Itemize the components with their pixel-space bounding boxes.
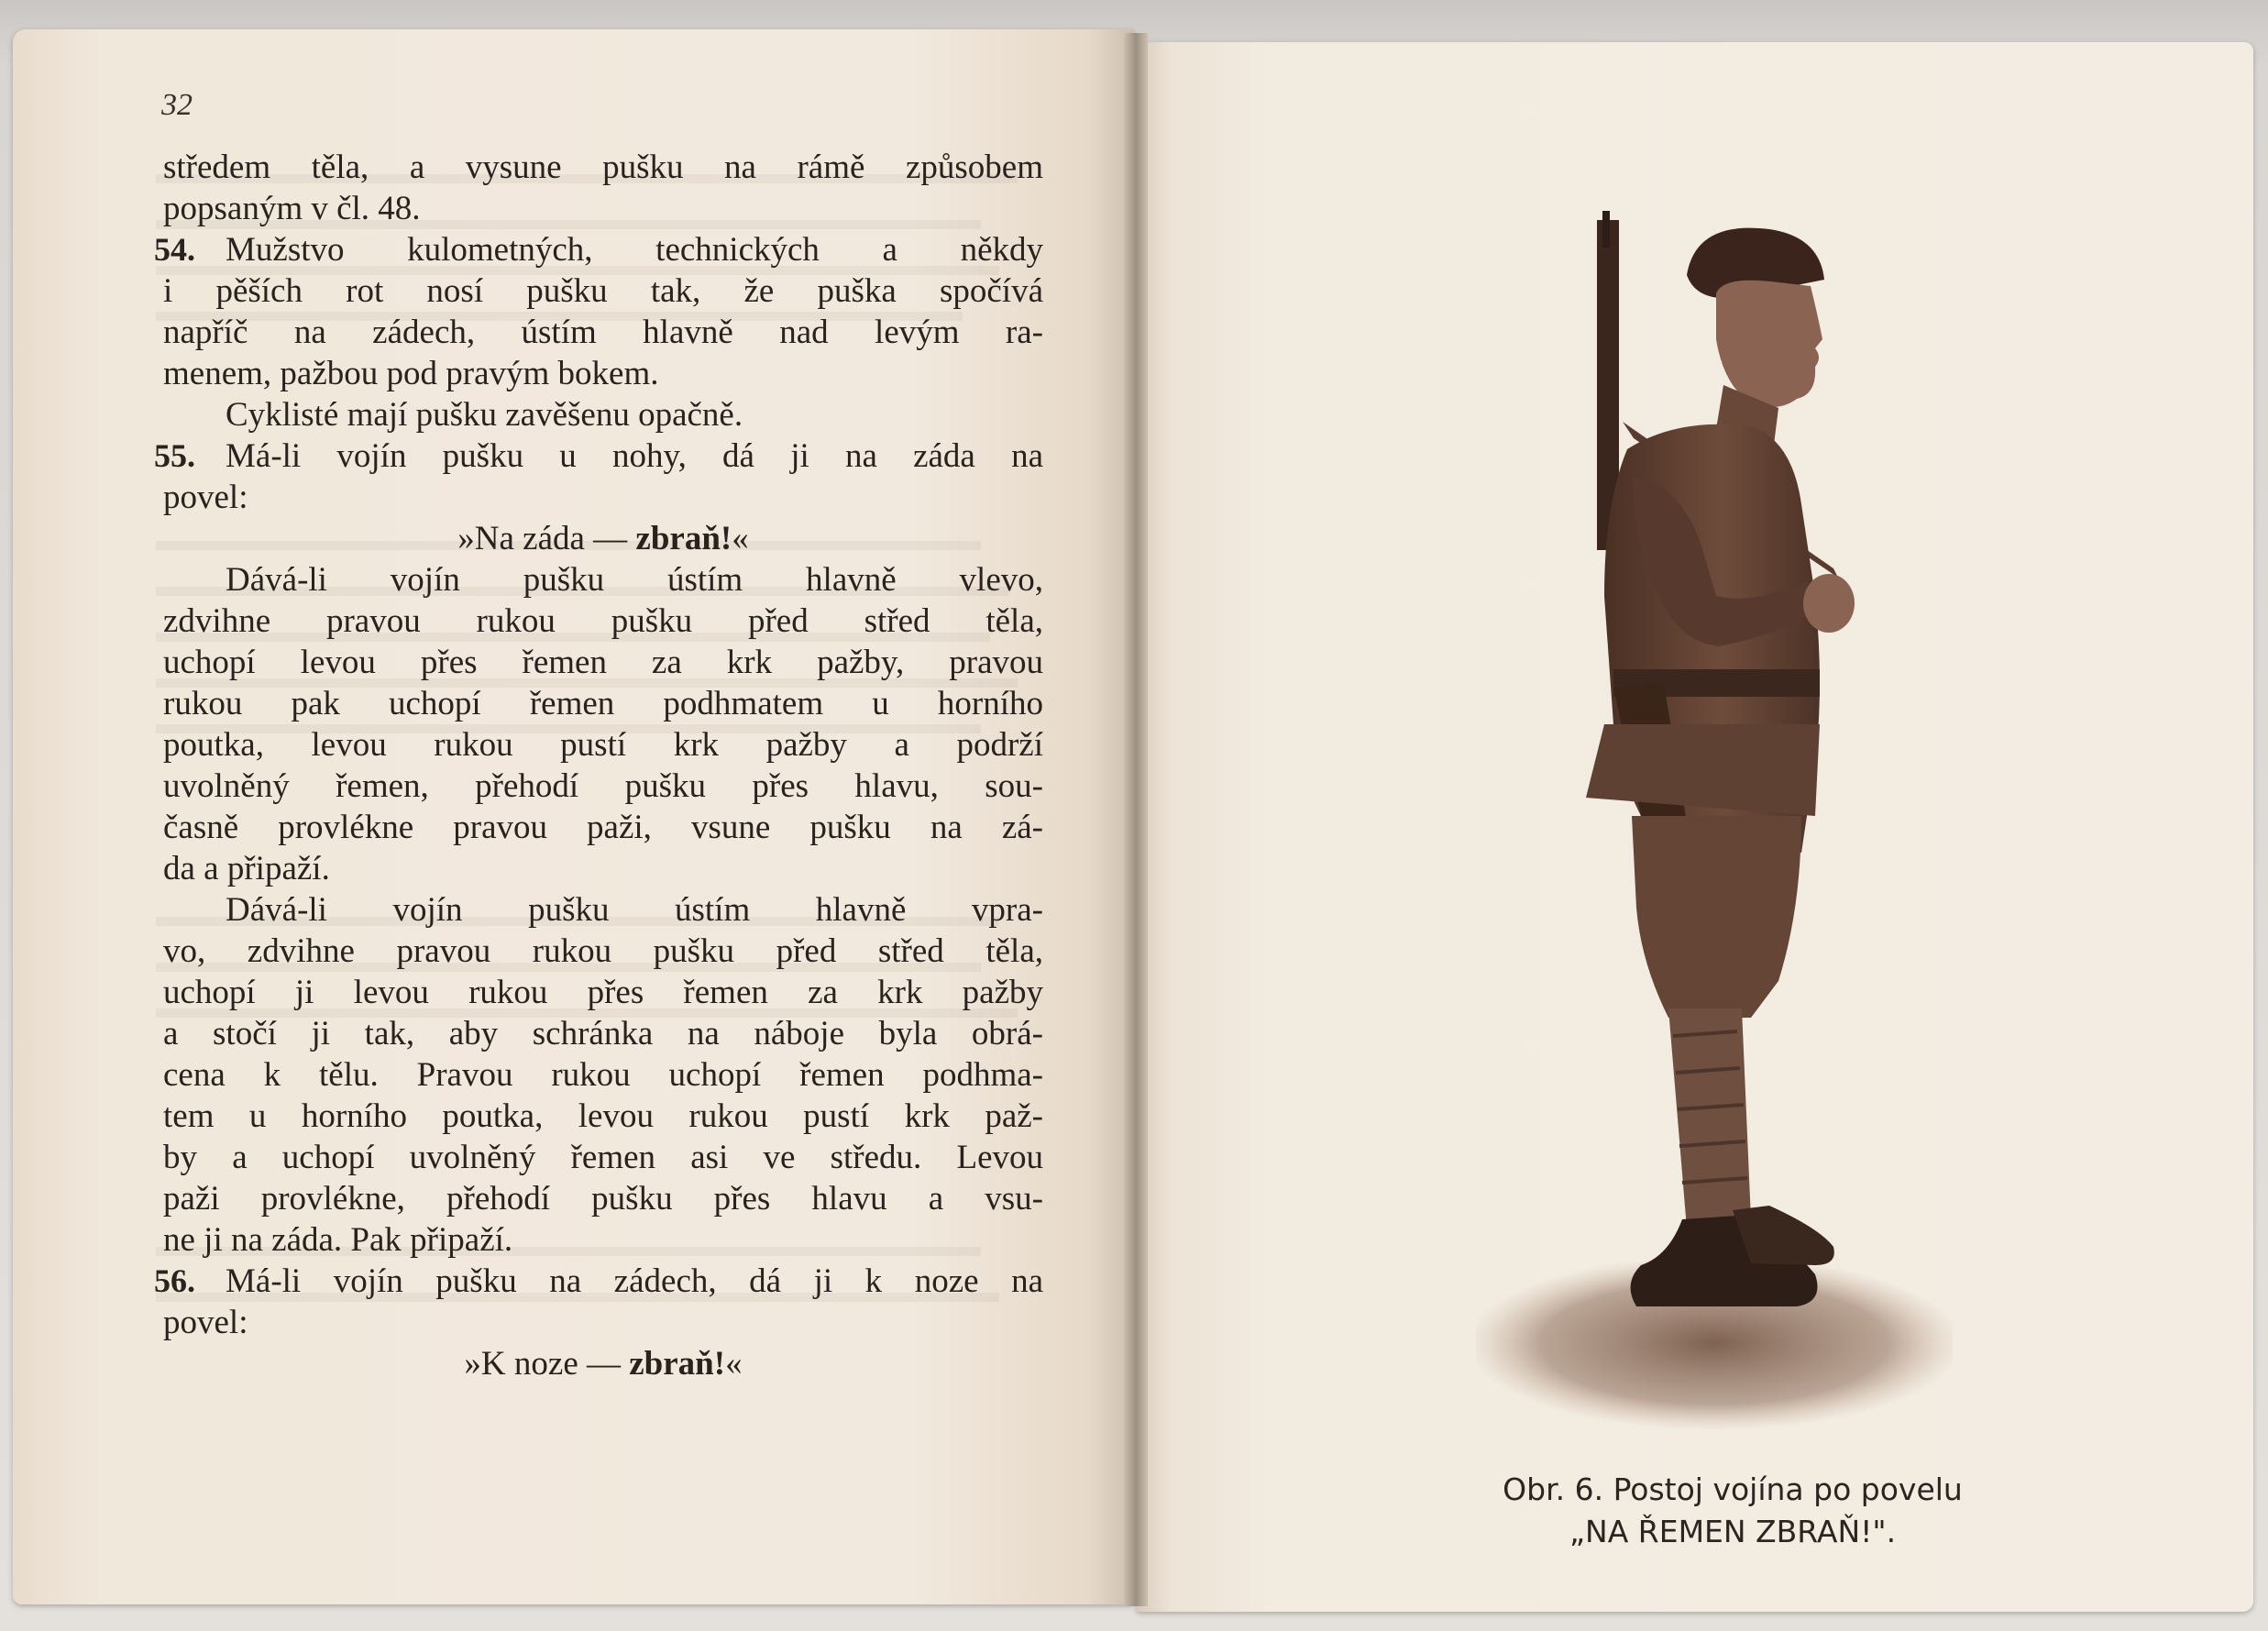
text-line: by a uchopí uvolněný řemen asi ve středu. Levou [163, 1139, 1043, 1176]
caption-line-2: „NA ŘEMEN ZBRAŇ!". [1569, 1514, 1897, 1549]
text-line: povel: [163, 1304, 248, 1341]
text-line: popsaným v čl. 48. [163, 190, 421, 227]
text-line: ne ji na záda. Pak připaží. [163, 1221, 513, 1259]
text-line: paži provlékne, přehodí pušku přes hlavu a vsu- [163, 1180, 1043, 1218]
text-line: Má-li vojín pušku u nohy, dá ji na záda na [226, 437, 1043, 475]
body-text [154, 147, 1043, 1384]
page-number: 32 [161, 88, 193, 122]
command-bold: zbraň! [629, 1345, 726, 1383]
soldier-figure [1476, 211, 1953, 1439]
paragraph-number: 55. [154, 437, 195, 474]
text-line: Cyklisté mají pušku zavěšenu opačně. [226, 396, 743, 434]
text-line: vo, zdvihne pravou rukou pušku před střed těla, [163, 932, 1043, 970]
command-prefix: »K noze — [464, 1345, 630, 1383]
text-line: povel: [163, 479, 248, 516]
figure-caption [1366, 1469, 2099, 1553]
paragraph-54-first-line [154, 229, 1043, 270]
text-line: cena k tělu. Pravou rukou uchopí řemen podhma- [163, 1056, 1043, 1094]
text-line: zdvihne pravou rukou pušku před střed těla, [163, 602, 1043, 640]
text-line: Dává-li vojín pušku ústím hlavně vpra- [226, 891, 1043, 929]
text-line: rukou pak uchopí řemen podhmatem u horního [163, 685, 1043, 722]
command-suffix: « [725, 1345, 743, 1383]
text-line: tem u horního poutka, levou rukou pustí krk paž- [163, 1097, 1043, 1135]
command-suffix: « [732, 520, 749, 557]
text-line: Dává-li vojín pušku ústím hlavně vlevo, [226, 561, 1043, 599]
text-line: menem, pažbou pod pravým bokem. [163, 355, 659, 392]
text-line: Má-li vojín pušku na zádech, dá ji k noze na [226, 1262, 1043, 1300]
text-line: časně provlékne pravou paži, vsune pušku na zá- [163, 809, 1043, 846]
text-line: poutka, levou rukou pustí krk pažby a podrží [163, 726, 1043, 764]
text-line: uchopí ji levou rukou přes řemen za krk pažby [163, 974, 1043, 1011]
command-line [163, 1343, 1043, 1384]
text-line: středem těla, a vysune pušku na rámě způsobem [163, 149, 1043, 186]
command-bold: zbraň! [635, 520, 732, 557]
text-line: uchopí levou přes řemen za krk pažby, pravou [163, 644, 1043, 681]
paragraph-56-first-line [154, 1261, 1043, 1302]
paragraph-number: 54. [154, 231, 195, 268]
book-gutter [1124, 33, 1148, 1606]
command-prefix: »Na záda — [457, 520, 636, 557]
text-line: napříč na zádech, ústím hlavně nad levým ra- [163, 314, 1043, 351]
text-line: a stočí ji tak, aby schránka na náboje byla obrá- [163, 1015, 1043, 1052]
paragraph-number: 56. [154, 1262, 195, 1299]
caption-line-1: Obr. 6. Postoj vojína po povelu [1503, 1471, 1963, 1507]
text-line: uvolněný řemen, přehodí pušku přes hlavu, sou- [163, 767, 1043, 805]
text-line: i pěších rot nosí pušku tak, že puška spočívá [163, 272, 1043, 310]
soldier-photograph [1476, 211, 1953, 1439]
paragraph-55-first-line [154, 435, 1043, 477]
command-line [163, 518, 1043, 559]
text-line: Mužstvo kulometných, technických a někdy [226, 231, 1043, 269]
text-line: da a připaží. [163, 850, 330, 887]
